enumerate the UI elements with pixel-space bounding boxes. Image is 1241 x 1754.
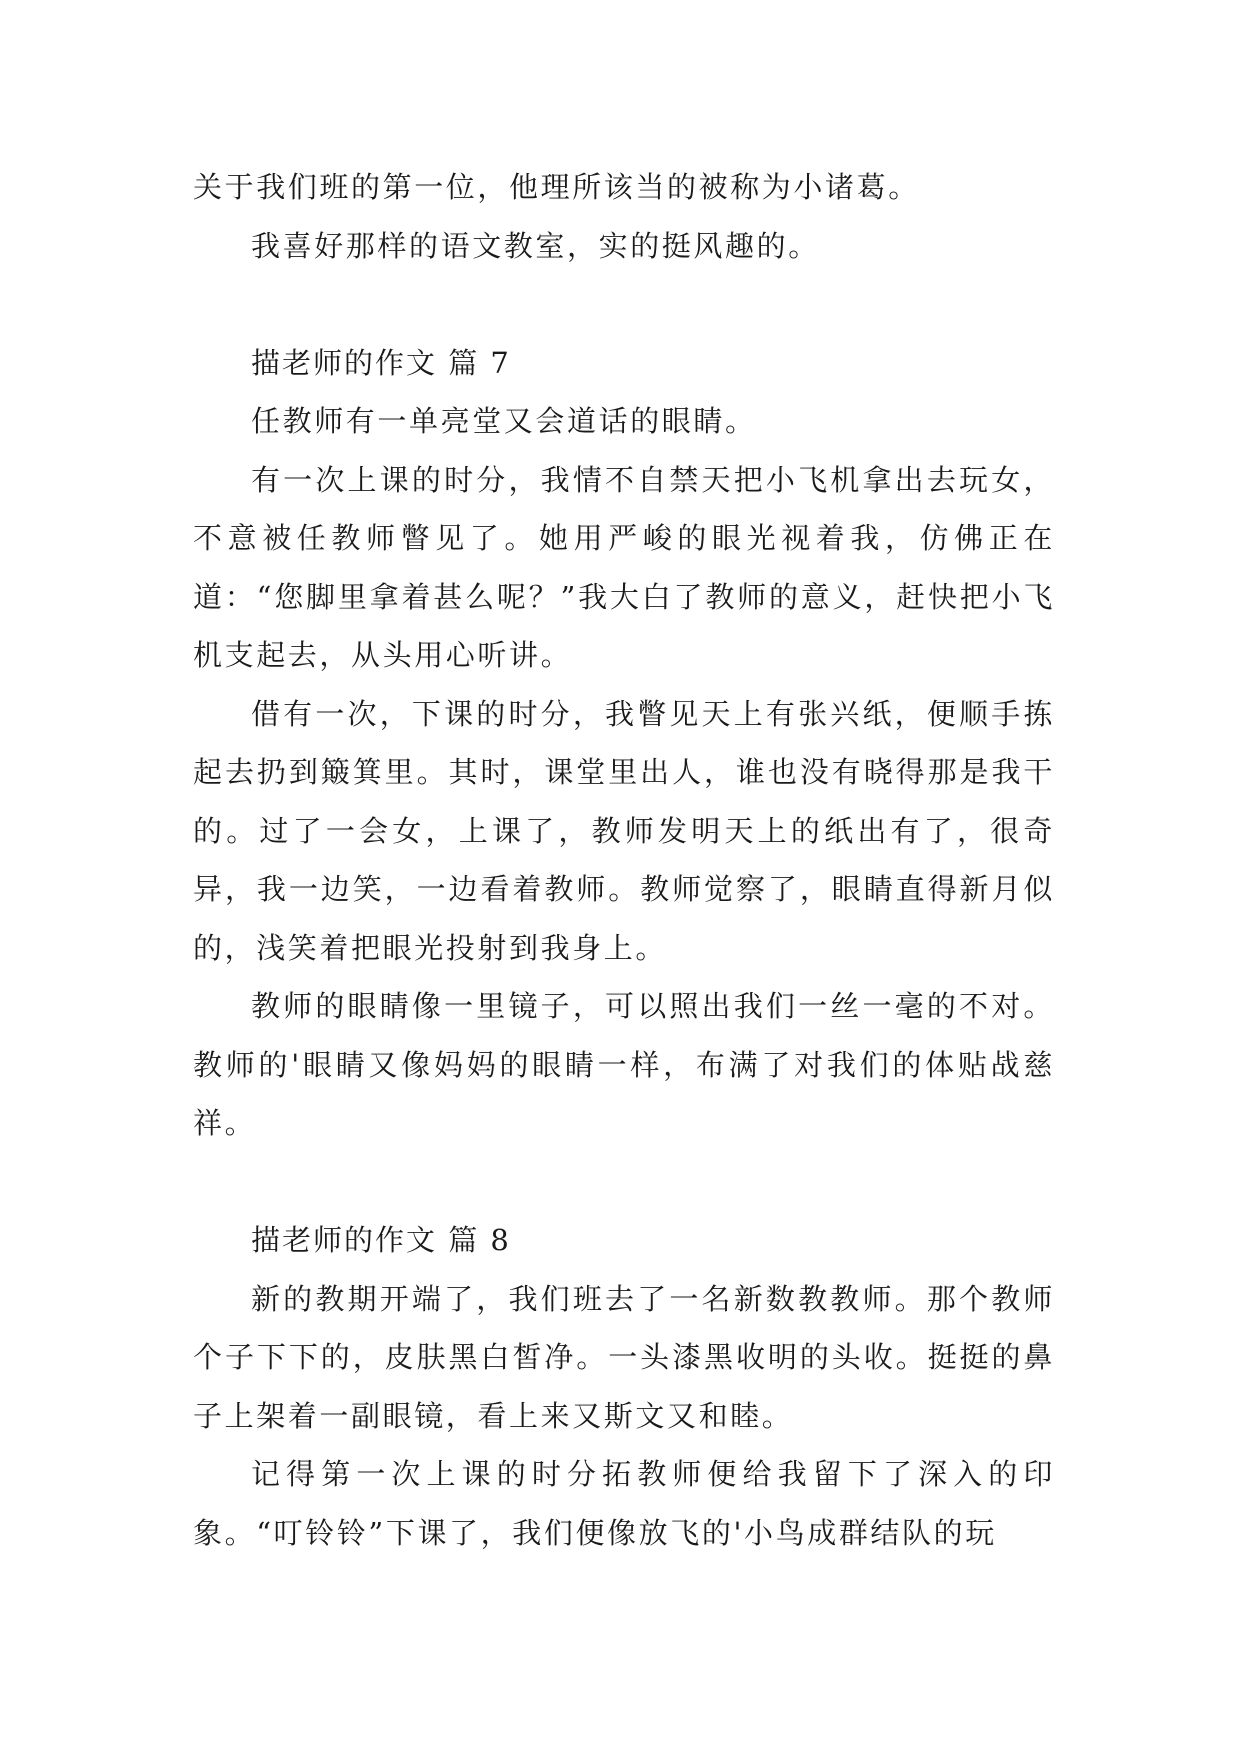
paragraph: 借有一次，下课的时分，我瞥见天上有张兴纸，便顺手拣起去扔到簸箕里。其时，课堂里出人，谁也没有晓得那是我干的。过了一会女，上课了，教师发明天上的纸出有了，很奇异，我一边笑，一边看着教师。教师觉察了，眼睛直得新月似的，浅笑着把眼光投射到我身上。: [193, 696, 1055, 965]
section-gap: [193, 275, 1055, 334]
paragraph: 记得第一次上课的时分拓教师便给我留下了深入的印象。“叮铃铃”下课了，我们便像放飞的'小鸟成群结队的玩: [193, 1457, 1055, 1550]
paragraph: 新的教期开端了，我们班去了一名新数教教师。那个教师个子下下的，皮肤黑白皙净。一头漆黑收明的头收。挺挺的鼻子上架着一副眼镜，看上来又斯文又和睦。: [193, 1281, 1055, 1433]
section-heading: 描老师的作文 篇 7: [251, 345, 511, 380]
paragraph: 任教师有一单亮堂又会道话的眼睛。: [251, 404, 757, 438]
paragraph: 教师的眼睛像一里镜子，可以照出我们一丝一毫的不对。教师的'眼睛又像妈妈的眼睛一样，布满了对我们的体贴战慈祥。: [193, 989, 1055, 1140]
section-heading: 描老师的作文 篇 8: [251, 1223, 511, 1257]
paragraph: 有一次上课的时分，我情不自禁天把小飞机拿出去玩女，不意被任教师瞥见了。她用严峻的眼光视着我，仿佛正在道：“您脚里拿着甚么呢？”我大白了教师的意义，赶快把小飞机支起去，从头用心听讲。: [193, 462, 1055, 672]
paragraph: 我喜好那样的语文教室，实的挺风趣的。: [251, 228, 820, 263]
section-gap: [193, 1153, 1055, 1212]
paragraph: 关于我们班的第一位，他理所该当的被称为小诸葛。: [193, 170, 920, 204]
document-body: [193, 158, 1055, 1562]
